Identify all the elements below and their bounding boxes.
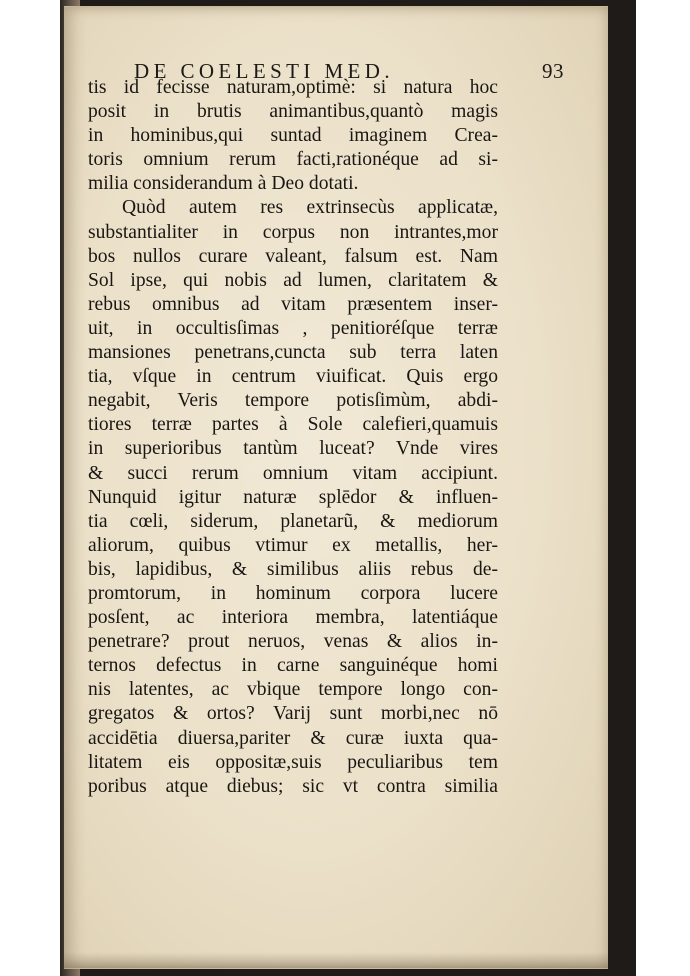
text-line: tia cœli, siderum, planetarũ, & mediorum <box>88 510 498 532</box>
text-line: nis latentes, ac vbique tempore longo con- <box>88 679 498 701</box>
text-line: Quòd autem res extrinsecùs applicatæ, <box>122 197 498 219</box>
text-line: aliorum, quibus vtimur ex metallis, her- <box>88 534 498 556</box>
text-line: tia, vſque in centrum viuificat. Quis ergo <box>88 366 498 388</box>
text-line: posſent, ac interiora membra, latentiáque <box>88 607 498 629</box>
page-bottom-shadow <box>64 952 608 968</box>
text-line: accidētia diuersa,pariter & curæ iuxta qua- <box>88 727 498 749</box>
text-line: milia considerandum à Deo dotati. <box>88 173 359 195</box>
text-line: penetrare? prout neruos, venas & alios in- <box>88 631 498 653</box>
text-line: & succi rerum omnium vitam accipiunt. <box>88 462 498 484</box>
body-text <box>88 76 498 799</box>
text-line: toris omnium rerum facti,rationéque ad si- <box>88 149 498 171</box>
text-line: substantialiter in corpus non intrantes,mor <box>88 221 498 243</box>
text-line: in hominibus,qui suntad imaginem Crea- <box>88 125 498 147</box>
text-line: mansiones penetrans,cuncta sub terra laten <box>88 342 498 364</box>
paragraph-2 <box>88 196 498 798</box>
text-line: negabit, Veris tempore potisſimùm, abdi- <box>88 390 498 412</box>
text-line: uit, in occultisſimas , penitioréſque terræ <box>88 317 498 339</box>
text-line: bos nullos curare valeant, falsum est. Nam <box>88 245 498 267</box>
running-head-title: DE COELESTI MED. <box>134 59 394 83</box>
text-line: gregatos & ortos? Varij sunt morbi,nec nō <box>88 703 498 725</box>
text-line: rebus omnibus ad vitam præsentem inser- <box>88 293 498 315</box>
text-line: posit in brutis animantibus,quantò magis <box>88 101 498 123</box>
text-line: promtorum, in hominum corpora lucere <box>88 582 498 604</box>
page-number: 93 <box>542 59 564 83</box>
text-line: bis, lapidibus, & similibus aliis rebus de- <box>88 558 498 580</box>
text-line: Nunquid igitur naturæ splēdor & influen- <box>88 486 498 508</box>
paragraph-1 <box>88 76 498 196</box>
text-line: ternos defectus in carne sanguinéque homi <box>88 655 498 677</box>
text-line: in superioribus tantùm luceat? Vnde vires <box>88 438 498 460</box>
text-line: poribus atque diebus; sic vt contra similia <box>88 775 498 797</box>
text-line: tis id fecisse naturam,optimè: si natura hoc <box>88 77 498 98</box>
text-line: Sol ipse, qui nobis ad lumen, claritatem & <box>88 269 498 291</box>
text-line: litatem eis oppositæ,suis peculiaribus tem <box>88 751 498 773</box>
text-line: tiores terræ partes à Sole calefieri,quamuis <box>88 414 498 436</box>
